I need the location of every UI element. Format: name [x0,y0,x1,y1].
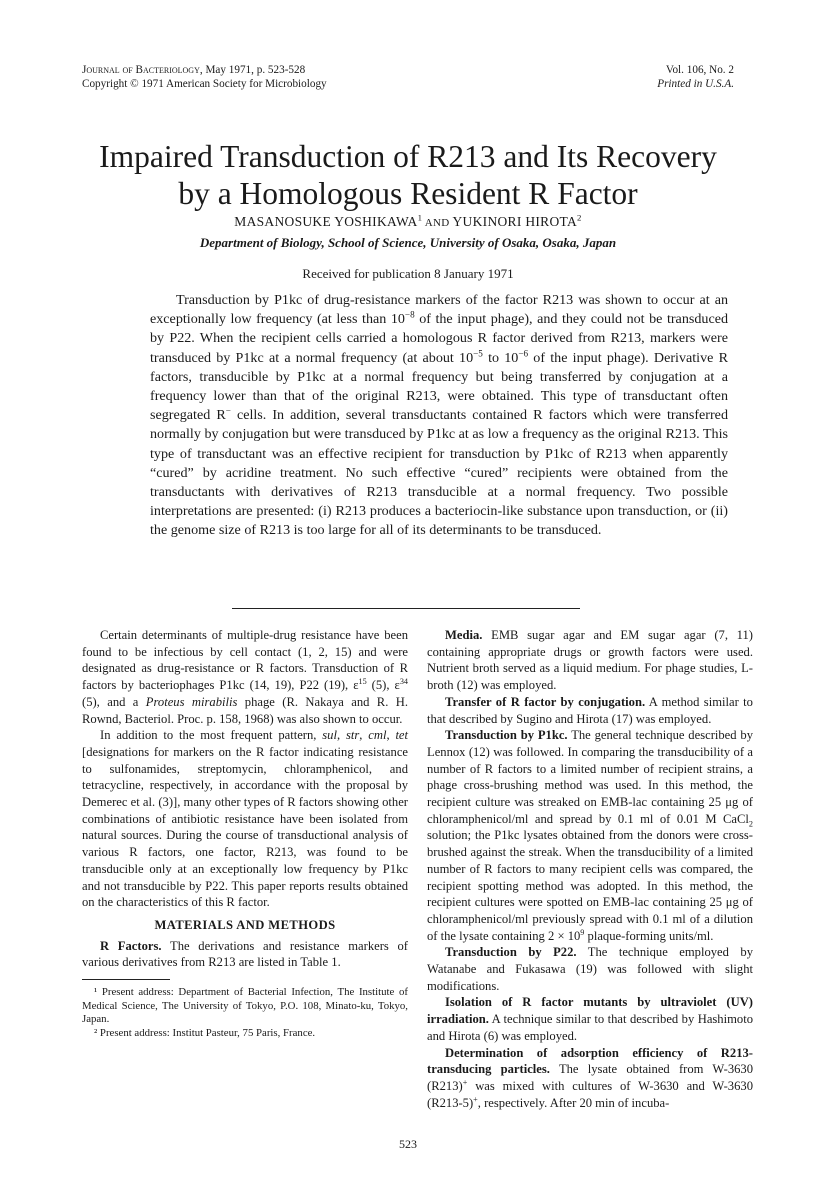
journal-citation: , May 1971, p. 523-528 [199,64,306,76]
uv-paragraph: Isolation of R factor mutants by ultraviolet (UV) irradiation. A technique similar to that described by Hashimoto and Hirota (6) was employed. [427,995,753,1043]
left-column [82,627,408,1040]
r-factors-paragraph: R Factors. The derivations and resistance markers of various derivatives from R213 are listed in Table 1. [82,938,409,970]
running-header-left [82,63,327,91]
author-1: MASANOSUKE YOSHIKAWA [234,214,418,229]
abstract-divider [232,608,580,609]
author-1-footnote-mark: 1 [417,212,423,223]
received-date: Received for publication 8 January 1971 [302,266,514,281]
author-2-footnote-mark: 2 [577,212,582,223]
footnote-divider [82,979,170,980]
footnote-1: ¹ Present address: Department of Bacterial Infection, The Institute of Medical Science, The University of Tokyo, P.O. 108, Minato-ku, Tokyo, Japan. [82,986,408,1026]
abstract: Transduction by P1kc of drug-resistance markers of the factor R213 was shown to occur at an exceptionally low frequency (at less than $10^{-8}$ of the input phage), and they could not be transduced by P22. When the recipient cells carried a homologous R factor derived from R213, markers were transduced by P1kc at a normal frequency (at about $10^{-5}$ to $10^{-6}$ of the input phage). Derivative R factors, transducible by P1kc at a normal frequency but being transferred by conjugation at a frequency lower than that of the original R213, were obtained. This type of transductant often segregated R− cells. In addition, several transductants contained R factors which were transferred normally by conjugation but were transduced by P1kc at as low a frequency as the original R213. This type of transductant was an effective recipient for transduction by P1kc of R213 when apparently “cured” by acridine treatment. No such effective “cured” recipients were obtained from the transductants with derivatives of R213 transducible at a normal frequency. Two possible interpretations are presented: (i) R213 produces a bacteriocin-like substance upon transduction, or (ii) the genome size of R213 is too large for all of its determinants to be transduced. [150,292,729,539]
volume-issue: Vol. 106, No. 2 [665,64,734,76]
right-column [427,627,753,1111]
copyright-line: Copyright © 1971 American Society for Microbiology [82,78,327,90]
title-line-1: Impaired Transduction of R213 and Its Recovery [99,139,717,174]
article-title [40,138,776,212]
author-conjunction: AND [422,217,453,229]
footnote-2: ² Present address: Institut Pasteur, 75 Paris, France. [94,1026,316,1039]
printed-in: Printed in U.S.A. [657,78,734,90]
footnotes [82,986,408,1040]
intro-paragraph-2: In addition to the most frequent pattern, sul, str, cml, tet [designations for markers on the R factor indicating resistance to sulfonamides, streptomycin, chloramphenicol, and tetracycline, respectively, in accordance with the proposal by Demerec et al. (3)], many other types of R factors showing other combinations of antibiotic resistance have been isolated from natural sources. During the course of transductional analysis of various R factors, one factor, R213, was found to be transducible only at an exceptionally low frequency by P1kc and not transducible by P22. This paper reports results obtained on the characteristics of this R factor. [82,728,409,910]
p1kc-paragraph: Transduction by P1kc. The general technique described by Lennox (12) was followed. In comparing the transducibility of a number of R factors to a limited number of recipient strains, a phage cross-brushing method was used. In this method, the recipient culture was streaked on EMB-lac containing 25 μg of chloramphenicol/ml and spread by 0.1 ml of 0.01 M CaCl$_2$ solution; the P1kc lysates obtained from the donors were cross-brushed against the streak. When the transducibility of a limited number of R factors to many recipient cells was compared, the recipient spotting method was adopted. In this method, the recipient cultures were spotted on EMB-lac containing 25 μg of chloramphenicol/ml previously spread with 0.1 ml of a dilution of the lysate containing $2 \times 10^9$ plaque-forming units/ml. [427,728,754,943]
intro-paragraph-1: Certain determinants of multiple-drug resistance have been found to be infectious by cell contact (1, 2, 15) and were designated as drug-resistance or R factors. Transduction of R factors by bacteriophages P1kc (14, 19), P22 (19), $\varepsilon^{15}$ (5), $\varepsilon^{34}$ (5), and a Proteus mirabilis phage (R. Nakaya and R. H. Rownd, Bacteriol. Proc. p. 158, 1968) was also shown to occur. [82,628,408,726]
journal-name: Journal of Bacteriology [82,64,200,76]
author-line [40,214,776,230]
running-header-right [560,63,734,91]
adsorption-paragraph: Determination of adsorption efficiency of R213-transducing particles. The lysate obtained from W-3630 (R213)+ was mixed with cultures of W-3630 and W-3630 (R213-5)+, respectively. After 20 min of incuba- [427,1045,754,1110]
conjugation-paragraph: Transfer of R factor by conjugation. A method similar to that described by Sugino and Hirota (17) was employed. [427,694,753,726]
title-line-2: by a Homologous Resident R Factor [178,176,638,211]
page-number: 523 [399,1137,417,1151]
media-paragraph: Media. EMB sugar agar and EM sugar agar (7, 11) containing appropriate drugs or growth factors were used. Nutrient broth served as a liquid medium. For phage studies, L-broth (12) was employed. [427,628,753,693]
affiliation: Department of Biology, School of Science, University of Osaka, Osaka, Japan [199,235,617,250]
p22-paragraph: Transduction by P22. The technique employed by Watanabe and Fukasawa (19) was followed with slight modifications. [427,945,754,993]
author-2: YUKINORI HIROTA [452,214,578,229]
section-heading-methods: MATERIALS AND METHODS [154,917,336,932]
